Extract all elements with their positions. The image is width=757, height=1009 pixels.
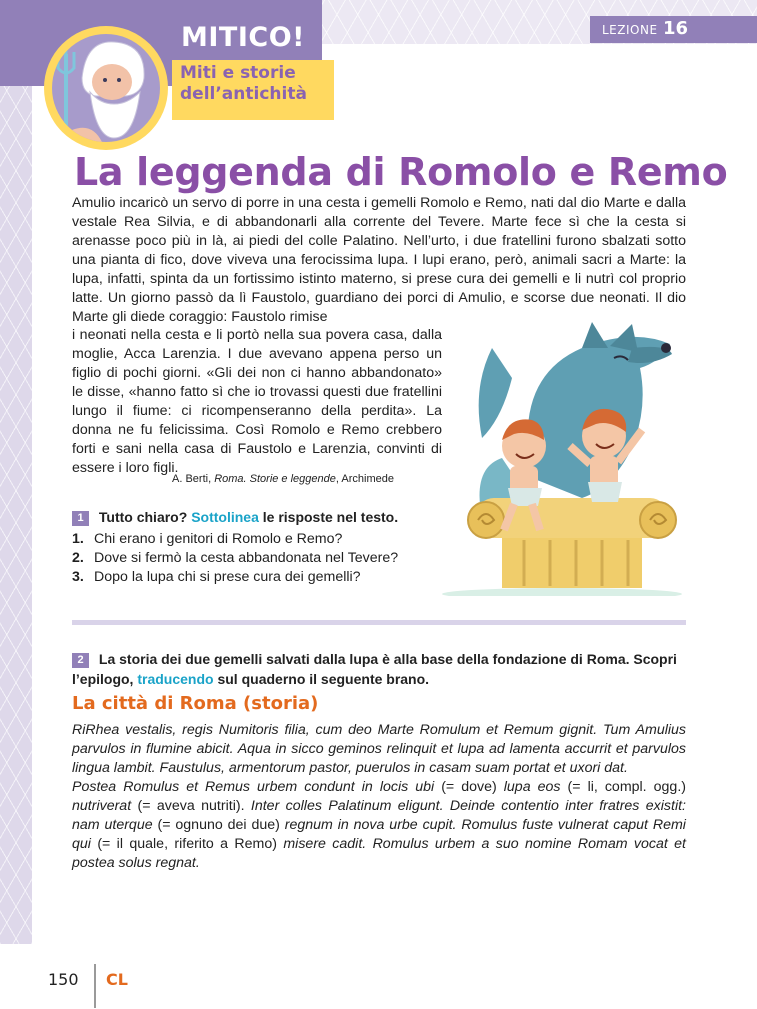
exercise-2-number: 2 bbox=[72, 653, 89, 668]
brand-title: MITICO! bbox=[181, 22, 305, 53]
brand-subtitle: Miti e storie dell’antichità bbox=[180, 63, 307, 104]
list-item: 2. Dove si fermò la cesta abbandonata nel Tevere? bbox=[72, 550, 399, 566]
latin-paragraph-2: Postea Romulus et Remus urbem condunt in locis ubi (= dove) lupa eos (= li, compl. ogg.) nutriverat (= aveva nutriti). Inter colles Palatinum eligunt. Deinde contentio inter fratres existit: nam uterque (= ognuno dei due) regnum in nova urbe cupit. Romulus fuste vulnerat caput Remi qui (= il quale, riferito a Remo) misere cadit. Romulus urbem a suo nomine Romam vocat et postea solus regnat. bbox=[72, 779, 687, 871]
latin-paragraph-1: RiRhea vestalis, regis Numitoris filia, cum deo Marte Romulum et Remum gignit. Tum Amulius parvulos in flumine abicit. Aqua in sicco geminos relinquit et lupa ad lamenta accurrit et parvulos lingua lambit. Faustulus, armentorum pastor, puerulos in casam suam portat et uxori dat. bbox=[72, 722, 686, 776]
lesson-label: LEZIONE bbox=[602, 23, 658, 37]
footer-divider bbox=[94, 964, 96, 1008]
lesson-number: 16 bbox=[663, 18, 689, 39]
questions-list bbox=[72, 530, 398, 587]
brand-subtitle-box bbox=[172, 60, 334, 120]
source-citation: A. Berti, Roma. Storie e leggende, Archimede bbox=[172, 473, 394, 485]
list-item: 1. Chi erano i genitori di Romolo e Remo? bbox=[72, 531, 343, 547]
story-paragraph-top: Amulio incaricò un servo di porre in una cesta i gemelli Romolo e Remo, nati dal dio Marte e dalla vestale Rea Silvia, e di abbandonarli alla corrente del Tevere. Marte fece sì che la cesta si arenasse poco più in là, ai piedi del colle Palatino. Nell’urto, i due fratellini furono sbalzati sotto una pianta di fico, dove viveva una ferocissima lupa. I lupi erano, però, animali sacri a Marte: la lupa, infatti, spinta da un fortissimo istinto materno, si prese cura dei gemelli e li nutrì col proprio latte. Un giorno passò da lì Faustolo, guardiano dei porci di Amulio, e scorse due neonati. Il dio Marte gli diede coraggio: Faustolo rimise bbox=[72, 195, 686, 325]
exercise-2-instructions: 2 La storia dei due gemelli salvati dalla lupa è alla base della fondazione di Roma. Scopri l’epilogo, traducendo sul quaderno il seguente brano. bbox=[72, 651, 677, 687]
page-title: La leggenda di Romolo e Remo bbox=[74, 150, 728, 194]
wolf-twins-illustration bbox=[432, 318, 702, 596]
latin-passage bbox=[72, 721, 686, 873]
neptune-illustration bbox=[52, 34, 160, 142]
exercise-1-number: 1 bbox=[72, 511, 89, 526]
section-title: La città di Roma (storia) bbox=[72, 693, 319, 714]
exercise-1-heading: 1 Tutto chiaro? Sottolinea le risposte nel testo. bbox=[72, 509, 398, 526]
left-pattern-band bbox=[0, 44, 32, 944]
lesson-tab bbox=[590, 16, 757, 43]
footer-code: CL bbox=[106, 970, 128, 989]
story-paragraph-wrap: i neonati nella cesta e li portò nella sua povera casa, dalla moglie, Acca Larenzia. I due avevano appena perso un figlio di pochi giorni. «Gli dei non ci hanno abbandonato» le disse, «hanno fatto sì che io trovassi questi due fratellini lungo il fiume: ci ricompenseranno della perdita». La donna ne fu felicissima. Così Romolo e Remo crebbero forti e sani nella casa di Faustolo e Larenzia, convinti di essere i loro figli. bbox=[72, 327, 442, 476]
neptune-medallion bbox=[44, 26, 168, 150]
section-divider bbox=[72, 620, 686, 625]
list-item: 3. Dopo la lupa chi si prese cura dei gemelli? bbox=[72, 569, 361, 585]
page-number: 150 bbox=[48, 970, 79, 989]
